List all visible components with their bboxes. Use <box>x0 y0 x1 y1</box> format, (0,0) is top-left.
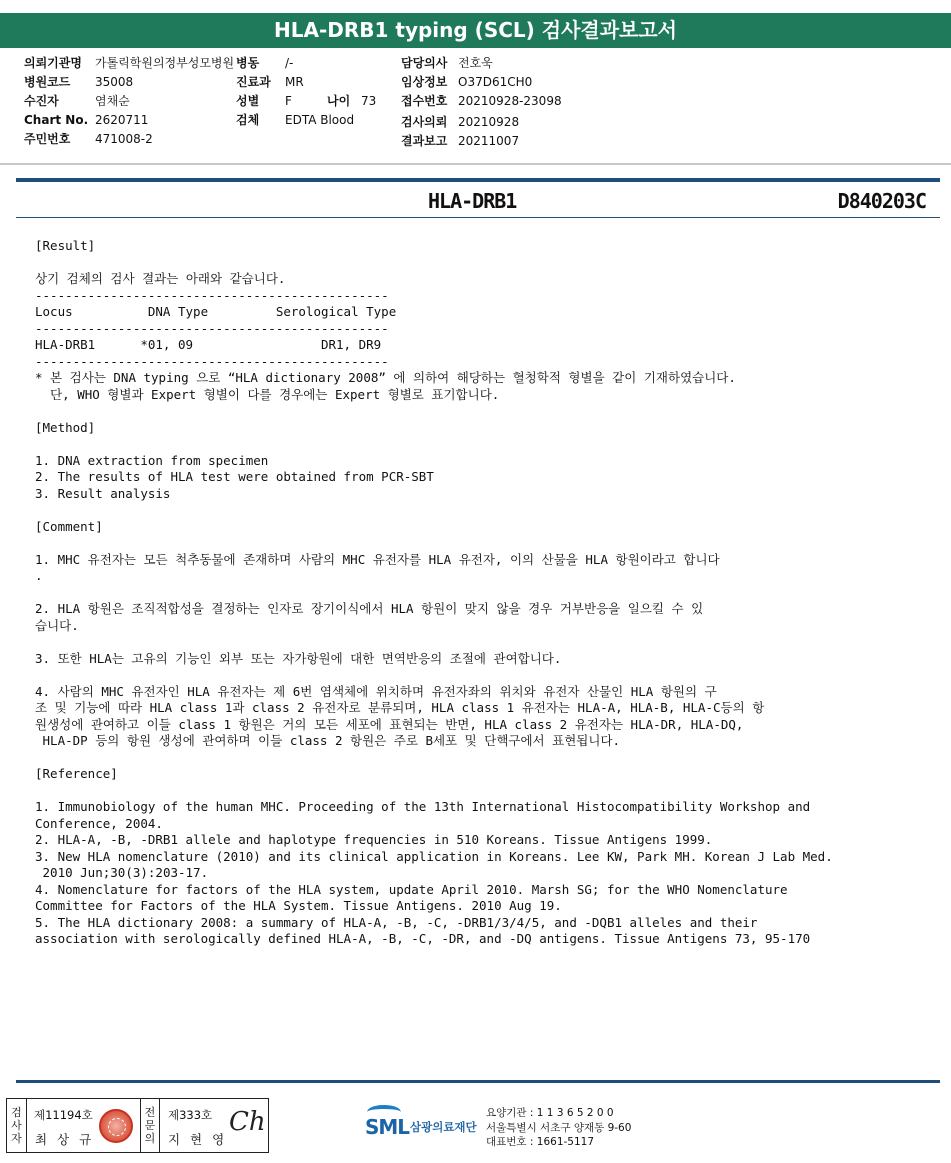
report-line: [Method] <box>35 419 96 435</box>
report-line: [Reference] <box>35 766 118 781</box>
patient-info-col1 <box>24 54 234 149</box>
specialist-label: 전 문 의 <box>140 1099 160 1152</box>
patient-info-col2 <box>236 54 376 130</box>
report-line: 2. The results of HLA test were obtained from PCR-SBT <box>35 469 434 484</box>
report-line: ----------------------------------------------- <box>35 353 389 369</box>
report-line: 3. 또한 HLA는 고유의 기능인 외부 또는 자가항원에 대한 면역반응의 조절에 관여합니다. <box>35 650 562 666</box>
report-line <box>35 403 925 420</box>
info-row-clinical-info <box>401 73 562 92</box>
report-line: 4. Nomenclature for factors of the HLA system, update April 2010. Marsh SG; for the WHO Nomenclature <box>35 881 788 897</box>
report-line: Committee for Factors of the HLA System. Tissue Antigens. 2010 Aug 19. <box>35 898 562 913</box>
specialist-name: 지 현 영 <box>168 1132 228 1147</box>
info-label: 임상정보 <box>401 75 448 89</box>
report-line: Locus DNA Type Serological Type <box>35 304 397 319</box>
info-label: 병동 <box>236 56 260 70</box>
examiner-label: 검 사 자 <box>7 1099 27 1152</box>
report-line: HLA-DRB1 *01, 09 DR1, DR9 <box>35 337 382 352</box>
info-value: 35008 <box>95 75 134 89</box>
info-row-requesting-institution <box>24 54 234 73</box>
info-value: MR <box>285 75 304 89</box>
report-line: 2. HLA-A, -B, -DRB1 allele and haplotype frequencies in 510 Koreans. Tissue Antigens 1999. <box>35 832 713 847</box>
section-rule <box>16 178 940 182</box>
report-line: 상기 검체의 검사 결과는 아래와 같습니다. <box>35 271 286 286</box>
info-row-specimen <box>236 111 376 130</box>
report-line <box>35 502 925 519</box>
report-line: [Comment] <box>35 518 103 534</box>
report-line <box>35 634 925 651</box>
examiner-license: 제11194호 <box>34 1108 93 1122</box>
info-label: Chart No. <box>24 113 89 127</box>
report-line: 3. Result analysis <box>35 485 171 501</box>
report-line: 1. Immunobiology of the human MHC. Proceeding of the 13th International Histocompatibility Workshop and <box>35 799 811 814</box>
report-line <box>35 783 925 800</box>
sml-logo <box>365 1105 477 1143</box>
report-body <box>35 238 925 948</box>
org-phone: 대표번호 : 1661-5117 <box>486 1136 595 1148</box>
report-line: HLA-DP 등의 항원 생성에 관여하며 이들 class 2 항원은 주로 B세포 및 단핵구에서 표현됩니다. <box>35 733 621 748</box>
report-line: ----------------------------------------------- <box>35 320 389 336</box>
info-row-department <box>236 73 376 92</box>
info-row-chart-no <box>24 111 234 130</box>
info-label: 병원코드 <box>24 75 71 89</box>
footer-rule <box>16 1080 940 1083</box>
report-line <box>35 667 925 684</box>
info-label: 진료과 <box>236 75 271 89</box>
info-value: 전호욱 <box>458 56 493 70</box>
info-value: 20211007 <box>458 134 520 148</box>
info-row-request-date <box>401 113 562 132</box>
test-name: HLA-DRB1 <box>428 189 517 213</box>
report-line: * 본 검사는 DNA typing 으로 “HLA dictionary 2008” 에 의하여 해당하는 혈청학적 형별을 같이 기재하였습니다. <box>35 370 736 385</box>
report-line: 조 및 기능에 따라 HLA class 1과 class 2 유전자로 분류되며, HLA class 1 유전자는 HLA-A, HLA-B, HLA-C등의 항 <box>35 700 765 715</box>
report-line: 2010 Jun;30(3):203-17. <box>35 865 209 880</box>
report-line: Conference, 2004. <box>35 815 163 831</box>
report-line: 1. MHC 유전자는 모든 척추동물에 존재하며 사람의 MHC 유전자를 HLA 유전자, 이의 산물을 HLA 항원이라고 합니다 <box>35 551 720 567</box>
info-value: EDTA Blood <box>285 113 355 127</box>
report-line: 4. 사람의 MHC 유전자인 HLA 유전자는 제 6번 염색체에 위치하며 유전자좌의 위치와 유전자 산물인 HLA 항원의 구 <box>35 683 717 699</box>
specialist-license: 제333호 <box>168 1108 213 1122</box>
patient-info-col3 <box>401 54 562 151</box>
examiner-name: 최 상 규 <box>35 1132 95 1147</box>
report-line: 5. The HLA dictionary 2008: a summary of HLA-A, -B, -C, -DRB1/3/4/5, and -DQB1 alleles and their <box>35 914 758 930</box>
section-rule <box>16 217 940 218</box>
seal-stamp-icon <box>99 1109 133 1143</box>
report-line: ----------------------------------------------- <box>35 287 389 303</box>
info-label: 결과보고 <box>401 134 448 148</box>
info-value: F <box>285 94 292 108</box>
info-value: 염채순 <box>95 94 130 108</box>
test-code: D840203C <box>837 189 926 213</box>
logo-mark-icon <box>365 1105 410 1143</box>
info-label: 검사의뢰 <box>401 115 448 129</box>
info-label: 담당의사 <box>401 56 448 70</box>
info-row-receipt-no <box>401 92 562 111</box>
info-value: 가톨릭학원의정부성모병원 <box>95 56 235 70</box>
info-row-ward <box>236 54 376 73</box>
info-value: 471008-2 <box>95 132 153 146</box>
org-address: 서울특별시 서초구 양재동 9-60 <box>486 1121 632 1134</box>
report-line: . <box>35 568 43 583</box>
report-line: association with serologically defined HLA-A, -B, -C, -DR, and -DQ antigens. Tissue Antigens 73, 95-170 <box>35 931 811 946</box>
info-label: 성별 <box>236 94 260 108</box>
report-line: 단, WHO 형별과 Expert 형별이 다를 경우에는 Expert 형별로 표기합니다. <box>35 386 500 402</box>
info-label: 주민번호 <box>24 132 71 146</box>
info-value: 73 <box>361 94 377 108</box>
report-line: 원생성에 관여하고 이들 class 1 항원은 거의 모든 세포에 표현되는 반면, HLA class 2 유전자는 HLA-DR, HLA-DQ, <box>35 716 744 732</box>
info-value: O37D61CH0 <box>458 75 533 89</box>
info-value: 20210928-23098 <box>458 94 562 108</box>
report-line <box>35 585 925 602</box>
info-label: 검체 <box>236 113 260 127</box>
header-divider <box>0 163 951 165</box>
info-value: 20210928 <box>458 115 520 129</box>
report-title: HLA-DRB1 typing (SCL) 검사결과보고서 <box>0 13 951 48</box>
info-row-doctor <box>401 54 562 73</box>
info-value: /- <box>285 56 294 70</box>
report-line <box>35 535 925 552</box>
report-line: 3. New HLA nomenclature (2010) and its clinical application in Koreans. Lee KW, Park MH. Korean J Lab Med. <box>35 848 833 864</box>
info-row-sex-age <box>236 92 376 111</box>
report-line: 습니다. <box>35 617 79 633</box>
signature-box <box>6 1098 269 1153</box>
logo-text: SML <box>365 1115 410 1139</box>
info-row-patient <box>24 92 234 111</box>
info-value: 2620711 <box>95 113 149 127</box>
report-line: [Result] <box>35 238 96 253</box>
info-label: 나이 <box>327 94 351 108</box>
logo-name: 삼광의료재단 <box>410 1120 477 1134</box>
report-line <box>35 255 925 272</box>
signature-mark: Ch <box>229 1107 266 1137</box>
info-row-report-date <box>401 132 562 151</box>
info-row-hospital-code <box>24 73 234 92</box>
agency-code: 요양기관 : 1 1 3 6 5 2 0 0 <box>486 1107 614 1119</box>
report-line <box>35 436 925 453</box>
info-label: 의뢰기관명 <box>24 56 82 70</box>
report-line <box>35 750 925 767</box>
info-label: 수진자 <box>24 94 59 108</box>
info-row-resident-no <box>24 130 234 149</box>
info-label: 접수번호 <box>401 94 448 108</box>
report-line: 1. DNA extraction from specimen <box>35 452 269 468</box>
org-info <box>486 1106 631 1150</box>
report-line: 2. HLA 항원은 조직적합성을 결정하는 인자로 장기이식에서 HLA 항원이 맞지 않을 경우 거부반응을 일으킬 수 있 <box>35 601 704 616</box>
